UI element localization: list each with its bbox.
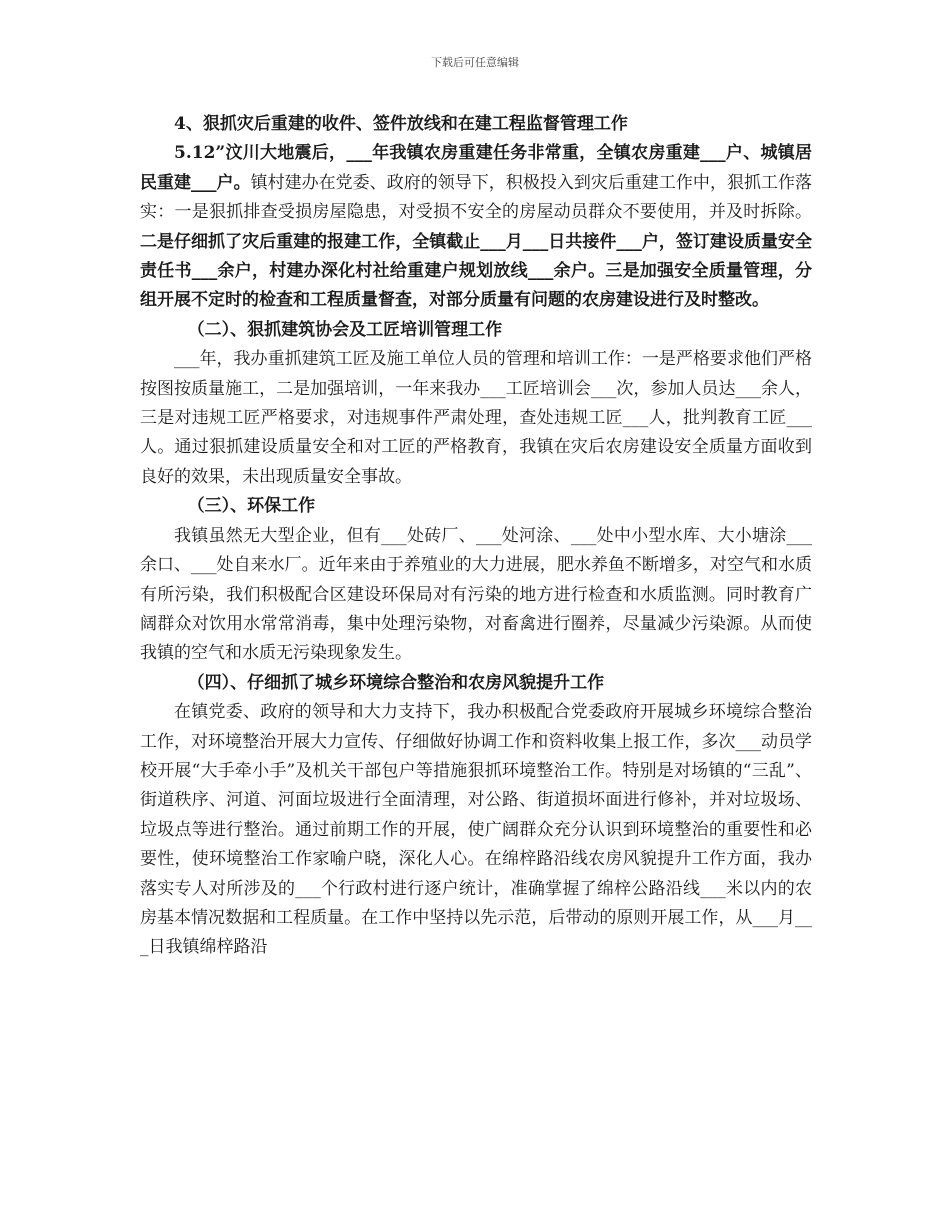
paragraph-reconstruction-tail: 二是仔细抓了灾后重建的报建工作，全镇截止___月___日共接件___户，签订建设质量安全责任书___余户，村建办深化村社给重建户规划放线___余户。三是加强安全质量管理，分组开展不定时的检查和工程质量督查，对部分质量有问题的农房建设进行及时整改。 [140,231,812,311]
document-body [140,110,812,963]
section-heading-4b: （四）、仔细抓了城乡环境综合整治和农房风貌提升工作 [187,672,605,693]
section-heading-2: （二）、狠抓建筑协会及工匠培训管理工作 [187,319,503,340]
section-heading-3: （三）、环保工作 [187,496,316,517]
paragraph-reconstruction-body: 镇村建办在党委、政府的领导下，积极投入到灾后重建工作中，狠抓工作落实：一是狠抓排查受损房屋隐患，对受损不安全的房屋动员群众不要使用，并及时拆除。 [140,172,813,223]
paragraph-reconstruction-lead: 5.12”汶川大地震后，___年我镇农房重建任务非常重，全镇农房重建___户、城镇居民重建___户。 [140,143,812,193]
section-heading-4: 4、狠抓灾后重建的收件、签件放线和在建工程监督管理工作 [174,114,628,134]
paragraph-training: ___年，我办重抓建筑工匠及施工单位人员的管理和培训工作：一是严格要求他们严格按图按质量施工，二是加强培训，一年来我办___工匠培训会___次，参加人员达___余人，三是对违规工匠严格要求，对违规事件严肃处理，查处违规工匠___人，批判教育工匠___人。通过狠抓建设质量安全和对工匠的严格教育，我镇在灾后农房建设安全质量方面收到良好的效果，未出现质量安全事故。 [140,349,812,487]
paragraph-rectification: 在镇党委、政府的领导和大力支持下，我办积极配合党委政府开展城乡环境综合整治工作，对环境整治开展大力宣传、仔细做好协调工作和资料收集上报工作，多次___动员学校开展“大手牵小手”及机关干部包户等措施狠抓环境整治工作。特别是对场镇的“三乱”、街道秩序、河道、河面垃圾进行全面清理，对公路、街道损坏面进行修补，并对垃圾场、垃圾点等进行整治。通过前期工作的开展，使广阔群众充分认识到环境整治的重要性和必要性，使环境整治工作家喻户晓，深化人心。在绵梓路沿线农房风貌提升工作方面，我办落实专人对所涉及的___个行政村进行逐户统计，准确掌握了绵梓公路沿线___米以内的农房基本情况数据和工程质量。在工作中坚持以先示范，后带动的原则开展工作，从___月___日我镇绵梓路沿 [140,702,812,958]
paragraph-reconstruction [140,139,812,315]
page-header: 下载后可任意编辑 [431,56,519,69]
paragraph-environment: 我镇虽然无大型企业，但有___处砖厂、___处河涂、___处中小型水库、大小塘涂___余口、___处自来水厂。近年来由于养殖业的大力进展，肥水养鱼不断增多，对空气和水质有所污染，我们积极配合区建设环保局对有污染的地方进行检查和水质监测。同时教育广阔群众对饮用水常常消毒，集中处理污染物，对畜禽进行圈养，尽量减少污染源。从而使我镇的空气和水质无污染现象发生。 [140,525,812,664]
